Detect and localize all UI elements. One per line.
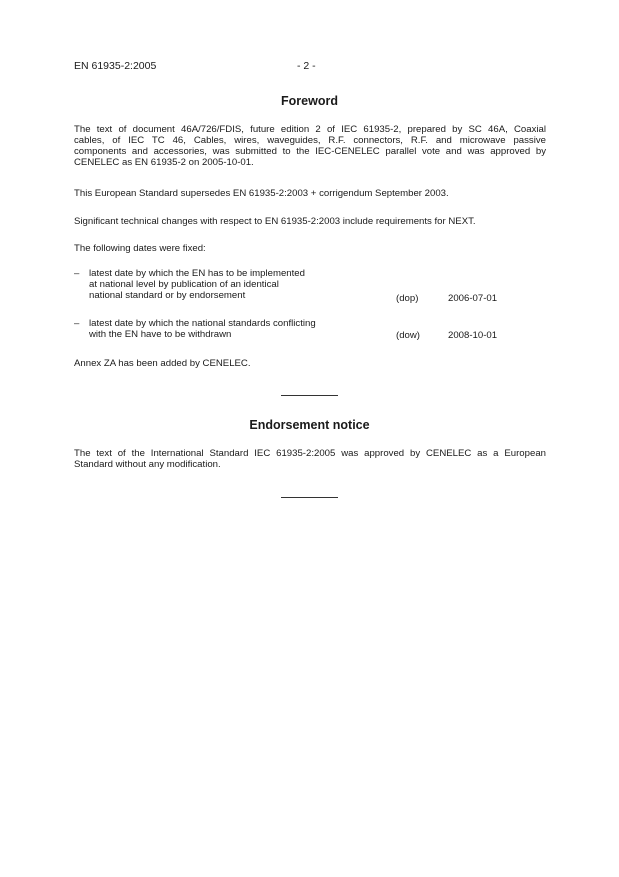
document-id: EN 61935-2:2005 bbox=[74, 60, 157, 72]
foreword-paragraph-3 bbox=[74, 216, 546, 227]
paragraph-text: The following dates were fixed: bbox=[74, 243, 206, 254]
endorsement-heading: Endorsement notice bbox=[249, 418, 370, 432]
item-line: latest date by which the EN has to be implemented bbox=[89, 268, 305, 279]
section-divider bbox=[281, 497, 338, 498]
foreword-paragraph-1 bbox=[74, 124, 546, 168]
section-divider bbox=[281, 395, 338, 396]
paragraph-line: cables, of IEC TC 46, Cables, wires, waveguides, R.F. connectors, R.F. and microwave passive bbox=[74, 135, 546, 146]
paragraph-line: The text of the International Standard IEC 61935-2:2005 was approved by CENELEC as a European bbox=[74, 448, 546, 459]
item-line: with the EN have to be withdrawn bbox=[89, 329, 232, 340]
foreword-paragraph-5 bbox=[74, 358, 546, 369]
item-line: national standard or by endorsement bbox=[89, 290, 246, 301]
date-item-text bbox=[89, 318, 316, 340]
list-dash: – bbox=[74, 268, 80, 279]
date-code: (dow) bbox=[396, 330, 420, 341]
paragraph-line: Standard without any modification. bbox=[74, 459, 221, 470]
paragraph-text: This European Standard supersedes EN 61935-2:2003 + corrigendum September 2003. bbox=[74, 188, 449, 199]
list-dash: – bbox=[74, 318, 80, 329]
paragraph-line: components and accessories, was submitted to the IEC-CENELEC parallel vote and was approved by bbox=[74, 146, 546, 157]
paragraph-line: CENELEC as EN 61935-2 on 2005-10-01. bbox=[74, 157, 254, 168]
date-value: 2008-10-01 bbox=[448, 330, 498, 341]
date-item-text bbox=[89, 268, 305, 301]
paragraph-text: Significant technical changes with respect to EN 61935-2:2003 include requirements for NEXT. bbox=[74, 216, 476, 227]
item-line: latest date by which the national standards conflicting bbox=[89, 318, 316, 329]
foreword-paragraph-4 bbox=[74, 243, 546, 254]
date-value: 2006-07-01 bbox=[448, 293, 498, 304]
page-number: - 2 - bbox=[297, 60, 316, 72]
endorsement-paragraph bbox=[74, 448, 546, 470]
foreword-paragraph-2 bbox=[74, 188, 546, 199]
date-code: (dop) bbox=[396, 293, 419, 304]
paragraph-line: The text of document 46A/726/FDIS, future edition 2 of IEC 61935-2, prepared by SC 46A, Coaxial bbox=[74, 124, 546, 135]
paragraph-text: Annex ZA has been added by CENELEC. bbox=[74, 358, 251, 369]
foreword-heading: Foreword bbox=[281, 94, 338, 108]
item-line: at national level by publication of an identical bbox=[89, 279, 279, 290]
